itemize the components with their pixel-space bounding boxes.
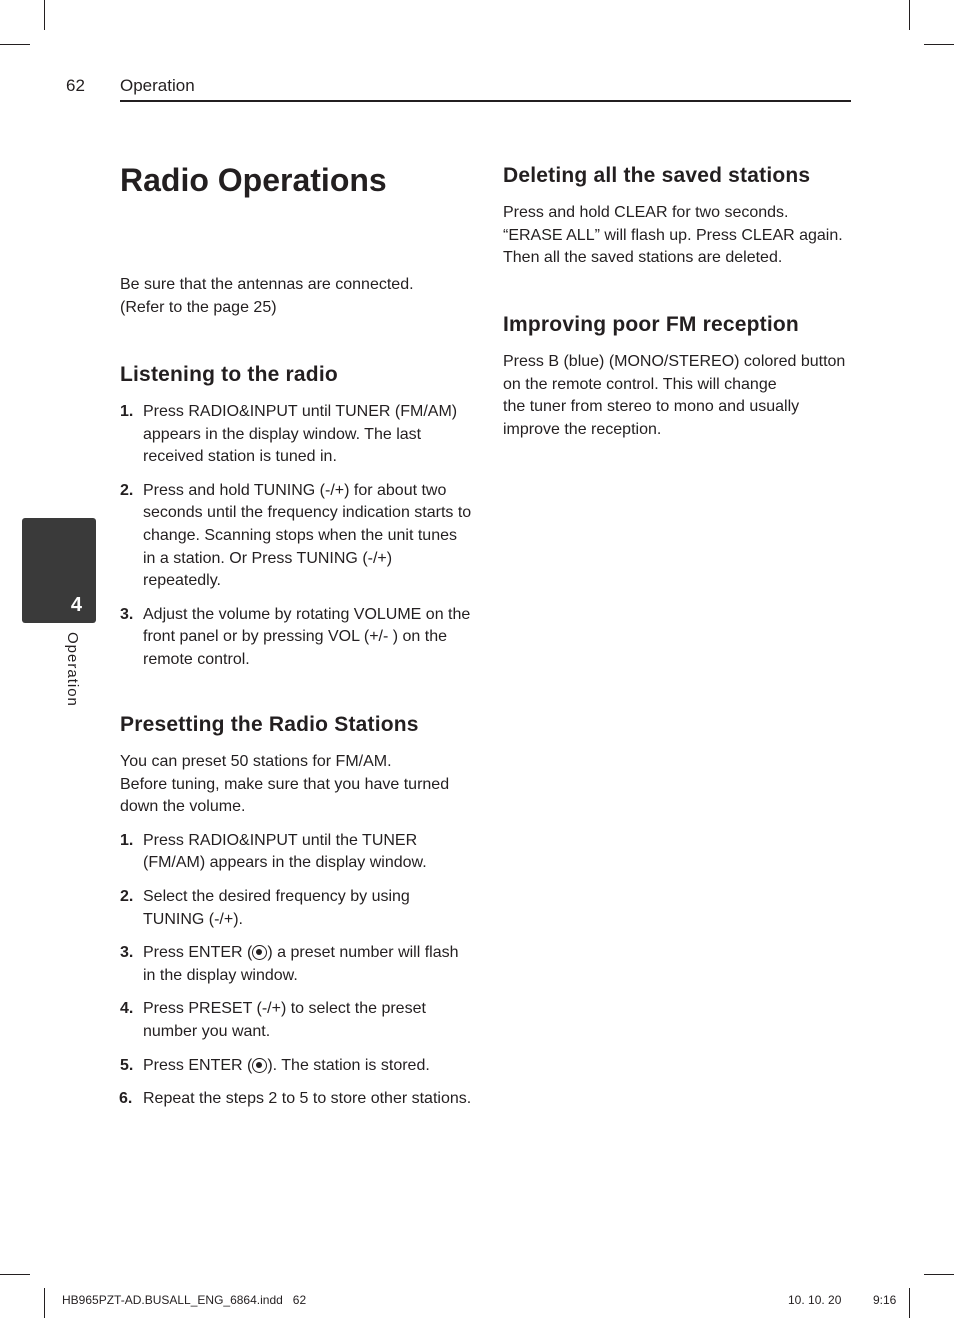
step-text: Adjust the volume by rotating VOLUME on the front panel or by pressing VOL (+/- ) on the remote control. xyxy=(143,605,471,668)
listening-section xyxy=(120,363,472,683)
step-text: Press RADIO&INPUT until the TUNER (FM/AM) appears in the display window. xyxy=(143,831,427,872)
section-name: Operation xyxy=(120,76,195,95)
chapter-label xyxy=(60,632,90,722)
step-text: ). The station is stored. xyxy=(267,1056,430,1074)
step-item xyxy=(120,998,472,1043)
step-text: Press ENTER ( xyxy=(143,944,253,962)
paragraph: Before tuning, make sure that you have turned down the volume. xyxy=(120,775,450,816)
page-title: Radio Operations xyxy=(120,162,387,198)
crop-mark xyxy=(924,1274,954,1275)
step-text: Press ENTER ( xyxy=(143,1056,253,1074)
step-number: 4. xyxy=(120,1000,134,1018)
paragraph xyxy=(503,351,853,441)
chapter-number: 4 xyxy=(70,594,82,616)
crop-mark xyxy=(44,0,45,30)
step-number: 3. xyxy=(120,605,134,623)
intro xyxy=(120,274,472,319)
text-line: Press B (blue) (MONO/STEREO) colored button xyxy=(503,353,846,370)
footer-time: 9:16 xyxy=(873,1293,897,1307)
step-number: 6. xyxy=(119,1090,133,1108)
step-number: 1. xyxy=(120,403,134,420)
crop-mark xyxy=(0,1274,30,1275)
step-item xyxy=(120,1055,472,1078)
step-number: 3. xyxy=(120,944,134,962)
intro-line: (Refer to the page 25) xyxy=(120,298,277,316)
step-number: 5. xyxy=(120,1056,134,1074)
step-text: ) a preset number will flash in the display window. xyxy=(143,944,459,984)
section-heading: Deleting all the saved stations xyxy=(503,164,811,187)
chapter-label-text: Operation xyxy=(64,632,81,707)
print-footer xyxy=(0,1290,954,1310)
text-line: improve the reception. xyxy=(503,420,662,438)
step-text: Press PRESET (-/+) to select the preset number you want. xyxy=(143,1000,426,1040)
text-line: Then all the saved stations are deleted. xyxy=(503,249,783,267)
enter-icon xyxy=(252,945,267,960)
paragraph xyxy=(503,202,853,270)
crop-mark xyxy=(924,44,954,45)
step-item xyxy=(120,604,472,672)
section-heading: Improving poor FM reception xyxy=(503,313,799,336)
footer-filename: HB965PZT-AD.BUSALL_ENG_6864.indd 62 xyxy=(62,1293,307,1307)
intro-line: Be sure that the antennas are connected. xyxy=(120,276,414,293)
step-item xyxy=(120,480,472,593)
step-item xyxy=(120,886,472,931)
page-header xyxy=(0,74,954,104)
step-text: Repeat the steps 2 to 5 to store other stations. xyxy=(143,1090,472,1108)
footer-date: 10. 10. 20 xyxy=(788,1293,842,1307)
section-heading: Presetting the Radio Stations xyxy=(120,713,419,736)
step-text: Press and hold TUNING (-/+) for about two seconds until the frequency indication starts to change. Scanning stops when the unit tunes in a station. Or Press TUNING (-/+) repeatedly. xyxy=(143,481,472,590)
step-text: Press RADIO&INPUT until TUNER (FM/AM) appears in the display window. The last received station is tuned in. xyxy=(143,403,458,466)
crop-mark xyxy=(909,0,910,30)
crop-mark xyxy=(0,44,30,45)
improving-section xyxy=(503,313,853,441)
step-item xyxy=(120,1088,472,1111)
step-number: 2. xyxy=(120,887,134,905)
chapter-tab xyxy=(22,518,96,623)
step-item xyxy=(120,401,472,469)
enter-icon xyxy=(252,1058,267,1073)
step-number: 2. xyxy=(120,481,134,499)
presetting-section xyxy=(120,713,472,1122)
header-rule xyxy=(120,100,851,102)
step-item xyxy=(120,942,472,987)
text-line: on the remote control. This will change xyxy=(503,375,777,393)
steps-list xyxy=(120,401,472,672)
text-line: Press and hold CLEAR for two seconds. xyxy=(503,204,789,221)
section-heading: Listening to the radio xyxy=(120,363,338,386)
step-number: 1. xyxy=(120,831,134,849)
step-item xyxy=(120,830,472,875)
step-text: Select the desired frequency by using TUNING (-/+). xyxy=(143,887,410,928)
text-line: “ERASE ALL” will flash up. Press CLEAR again. xyxy=(503,226,843,244)
page-number: 62 xyxy=(66,76,85,95)
paragraph: You can preset 50 stations for FM/AM. xyxy=(120,753,392,770)
deleting-section xyxy=(503,164,853,270)
text-line: the tuner from stereo to mono and usually xyxy=(503,398,800,416)
steps-list xyxy=(120,830,472,1111)
